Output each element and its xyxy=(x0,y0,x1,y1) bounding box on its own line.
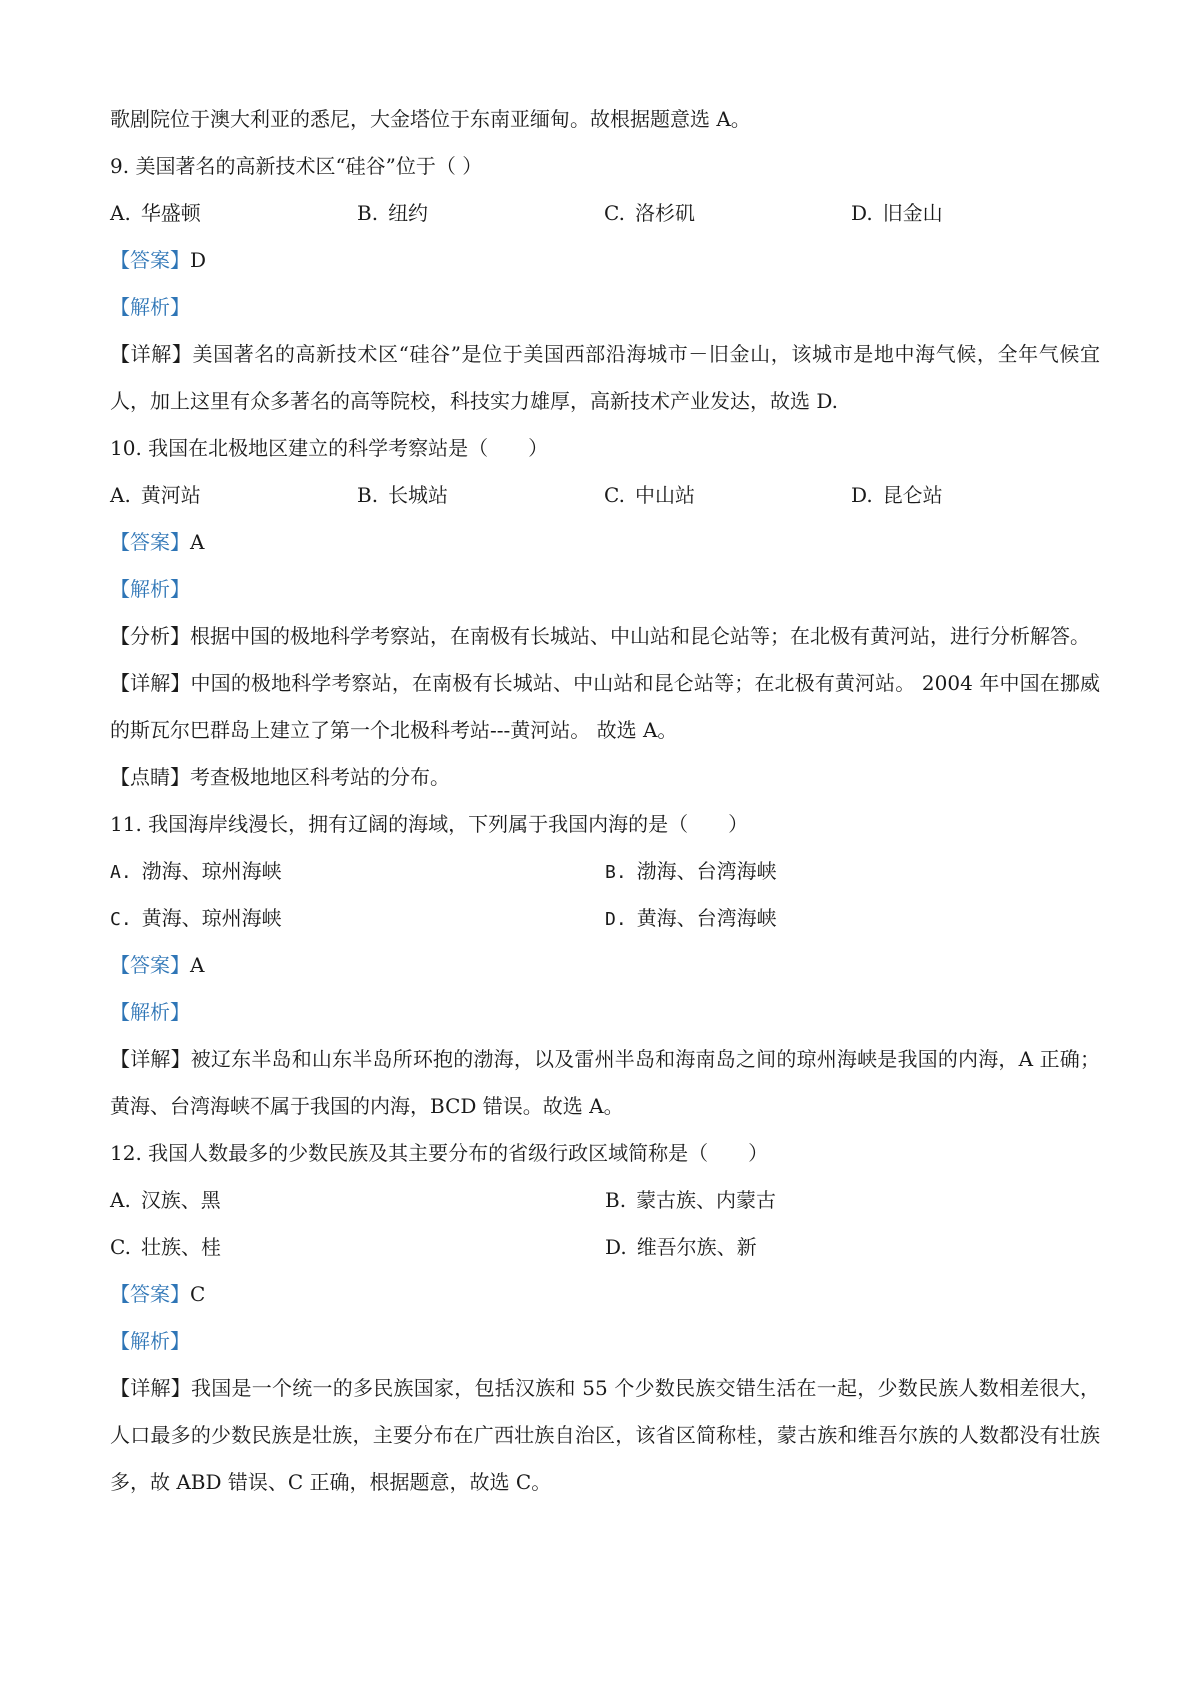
document-page xyxy=(110,96,1100,1506)
question-10-fenxi xyxy=(110,613,1100,660)
option-d: D. 黄海、台湾海峡 xyxy=(605,906,777,930)
option-d: D. 维吾尔族、新 xyxy=(605,1235,757,1259)
question-12-answer xyxy=(110,1271,1100,1318)
question-11-options-row1 xyxy=(110,848,1100,895)
answer-value: D xyxy=(190,248,207,272)
answer-tag: 【答案】 xyxy=(110,248,190,272)
question-11-options-row2 xyxy=(110,895,1100,942)
question-10-detail xyxy=(110,660,1100,754)
question-11-analysis xyxy=(110,989,1100,1036)
question-10-dianjing xyxy=(110,754,1100,801)
answer-value: C xyxy=(190,1282,206,1306)
dianjing-text: 考查极地地区科考站的分布。 xyxy=(190,765,450,789)
option-a: A. 汉族、黑 xyxy=(110,1188,221,1212)
question-10-stem: 10. 我国在北极地区建立的科学考察站是（ ） xyxy=(110,436,549,460)
answer-value: A xyxy=(190,530,205,554)
question-11-answer xyxy=(110,942,1100,989)
question-9-stem: 9. 美国著名的高新技术区“硅谷”位于（ ） xyxy=(110,154,483,178)
question-10-options xyxy=(110,472,1100,519)
fenxi-text: 根据中国的极地科学考察站，在南极有长城站、中山站和昆仑站等；在北极有黄河站，进行分析解答。 xyxy=(190,624,1090,648)
option-b: B. 长城站 xyxy=(357,483,449,507)
question-9-answer xyxy=(110,237,1100,284)
question-12-stem: 12. 我国人数最多的少数民族及其主要分布的省级行政区域简称是（ ） xyxy=(110,1141,769,1165)
option-b: B. 纽约 xyxy=(357,201,429,225)
question-10-answer xyxy=(110,519,1100,566)
option-c: C. 洛杉矶 xyxy=(604,201,695,225)
answer-tag: 【答案】 xyxy=(110,953,190,977)
option-c: C. 中山站 xyxy=(604,483,695,507)
detail-tag: 【详解】 xyxy=(110,671,191,695)
question-12-options-row2 xyxy=(110,1224,1100,1271)
option-d: D. 昆仑站 xyxy=(851,483,943,507)
option-a: A. 黄河站 xyxy=(110,483,201,507)
option-b: B. 蒙古族、内蒙古 xyxy=(605,1188,777,1212)
question-9-detail xyxy=(110,331,1100,425)
question-12-analysis xyxy=(110,1318,1100,1365)
question-9-analysis xyxy=(110,284,1100,331)
dianjing-tag: 【点睛】 xyxy=(110,765,190,789)
question-12-options-row1 xyxy=(110,1177,1100,1224)
question-9-options xyxy=(110,190,1100,237)
analysis-tag: 【解析】 xyxy=(110,295,190,319)
option-b: B. 渤海、台湾海峡 xyxy=(605,859,777,883)
analysis-tag: 【解析】 xyxy=(110,1000,190,1024)
detail-text: 我国是一个统一的多民族国家，包括汉族和 55 个少数民族交错生活在一起，少数民族人数相差很大，人口最多的少数民族是壮族，主要分布在广西壮族自治区，该省区简称桂，蒙古族和维吾尔族的人数都没有壮族多，故 ABD 错误、C 正确，根据题意，故选 C。 xyxy=(110,1376,1101,1494)
intro-text: 歌剧院位于澳大利亚的悉尼，大金塔位于东南亚缅甸。故根据题意选 A。 xyxy=(110,107,751,131)
analysis-tag: 【解析】 xyxy=(110,577,190,601)
question-10-analysis xyxy=(110,566,1100,613)
question-12-detail xyxy=(110,1365,1100,1506)
option-d: D. 旧金山 xyxy=(851,201,943,225)
detail-text: 美国著名的高新技术区“硅谷”是位于美国西部沿海城市－旧金山，该城市是地中海气候，全年气候宜人，加上这里有众多著名的高等院校，科技实力雄厚，高新技术产业发达，故选 D. xyxy=(110,342,1101,413)
answer-tag: 【答案】 xyxy=(110,530,190,554)
option-a: A. 渤海、琼州海峡 xyxy=(110,859,282,883)
answer-tag: 【答案】 xyxy=(110,1282,190,1306)
option-c: C. 壮族、桂 xyxy=(110,1235,221,1259)
question-11-stem: 11. 我国海岸线漫长，拥有辽阔的海域，下列属于我国内海的是（ ） xyxy=(110,812,749,836)
answer-value: A xyxy=(190,953,205,977)
detail-text: 中国的极地科学考察站，在南极有长城站、中山站和昆仑站等；在北极有黄河站。 2004 年中国在挪威的斯瓦尔巴群岛上建立了第一个北极科考站---黄河站。 故选 A。 xyxy=(110,671,1100,742)
option-a: A. 华盛顿 xyxy=(110,201,201,225)
analysis-tag: 【解析】 xyxy=(110,1329,190,1353)
fenxi-tag: 【分析】 xyxy=(110,624,190,648)
detail-tag: 【详解】 xyxy=(110,1047,191,1071)
detail-text: 被辽东半岛和山东半岛所环抱的渤海，以及雷州半岛和海南岛之间的琼州海峡是我国的内海，A 正确；黄海、台湾海峡不属于我国的内海，BCD 错误。故选 A。 xyxy=(110,1047,1100,1118)
detail-tag: 【详解】 xyxy=(110,342,193,366)
option-c: C. 黄海、琼州海峡 xyxy=(110,906,282,930)
question-11-detail xyxy=(110,1036,1100,1130)
detail-tag: 【详解】 xyxy=(110,1376,191,1400)
